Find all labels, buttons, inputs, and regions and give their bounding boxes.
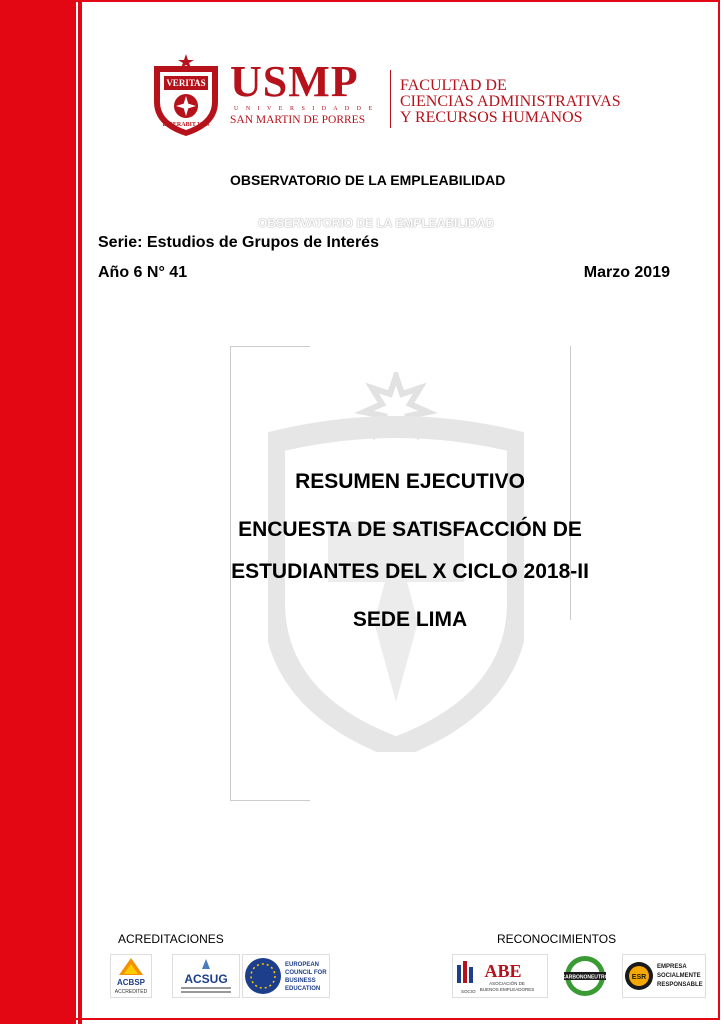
- acsug-text: ACSUG: [184, 972, 228, 986]
- document-title-line-3: ESTUDIANTES DEL X CICLO 2018-II: [231, 560, 589, 583]
- carbono-neutro-logo: [562, 954, 608, 998]
- series-label: Serie: Estudios de Grupos de Interés: [98, 234, 379, 251]
- eccbe-emblem-icon: [243, 955, 329, 997]
- abe-emblem-icon: [453, 955, 547, 997]
- usmp-crest-icon: [150, 52, 222, 138]
- header-divider: [390, 70, 391, 128]
- abe-logo: [452, 954, 548, 998]
- eccbe-line-2: COUNCIL FOR: [285, 970, 327, 976]
- publication-date: Marzo 2019: [583, 264, 670, 281]
- recognitions-label: RECONOCIMIENTOS: [497, 932, 617, 946]
- observatory-title: OBSERVATORIO DE LA EMPLEABILIDAD: [230, 172, 506, 188]
- university-label: U N I V E R S I D A D D E: [234, 106, 376, 112]
- abe-sub-1: ASOCIACIÓN DE: [489, 981, 525, 986]
- eccbe-line-4: EDUCATION: [285, 986, 321, 992]
- frame-line-bottom: [230, 800, 310, 801]
- faculty-line-1: FACULTAD DE: [400, 77, 507, 94]
- acbsp-logo: [110, 954, 152, 998]
- esr-line-2: SOCIALMENTE: [657, 973, 701, 979]
- esr-badge-text: ESR: [631, 974, 647, 981]
- acsug-logo: [172, 954, 240, 998]
- european-council-logo: [242, 954, 330, 998]
- abe-sub-2: BUENOS EMPLEADORES: [479, 987, 535, 992]
- document-title-line-2: ENCUESTA DE SATISFACCIÓN DE: [238, 518, 582, 541]
- carbono-text: CARBONONEUTRO: [562, 974, 608, 981]
- abe-socio: SOCIO: [461, 989, 476, 994]
- carbono-neutro-badge-icon: [562, 954, 608, 998]
- esr-emblem-icon: [623, 955, 705, 997]
- document-title-line-1: RESUMEN EJECUTIVO: [295, 470, 525, 493]
- university-header: [150, 52, 650, 142]
- faculty-line-2: CIENCIAS ADMINISTRATIVAS: [400, 93, 621, 110]
- eccbe-line-3: BUSINESS: [285, 978, 316, 984]
- university-name: SAN MARTIN DE PORRES: [230, 114, 366, 126]
- accreditations-label: ACREDITACIONES: [118, 932, 224, 946]
- acbsp-emblem-icon: [111, 955, 151, 997]
- esr-logo: [622, 954, 706, 998]
- usmp-wordmark: USMP: [230, 57, 359, 106]
- acbsp-text: ACBSP: [116, 978, 146, 987]
- acbsp-subtext: ACCREDITED: [114, 989, 148, 995]
- esr-line-3: RESPONSABLE: [657, 982, 703, 988]
- abe-text: ABE: [484, 961, 522, 981]
- document-title-line-4: SEDE LIMA: [352, 608, 468, 631]
- faculty-line-3: Y RECURSOS HUMANOS: [400, 109, 583, 126]
- eccbe-line-1: EUROPEAN: [285, 962, 320, 968]
- crest-motto-top: VERITAS: [166, 78, 206, 88]
- acsug-emblem-icon: [173, 955, 239, 997]
- observatory-ghost-title: OBSERVATORIO DE LA EMPLEABILIDAD: [258, 216, 495, 230]
- faculty-name: [400, 78, 621, 126]
- frame-line-top: [230, 346, 310, 347]
- issue-number: Año 6 N° 41: [98, 264, 188, 281]
- esr-line-1: EMPRESA: [657, 964, 687, 970]
- crest-motto-bottom: LIBERABIT VOS: [162, 122, 210, 128]
